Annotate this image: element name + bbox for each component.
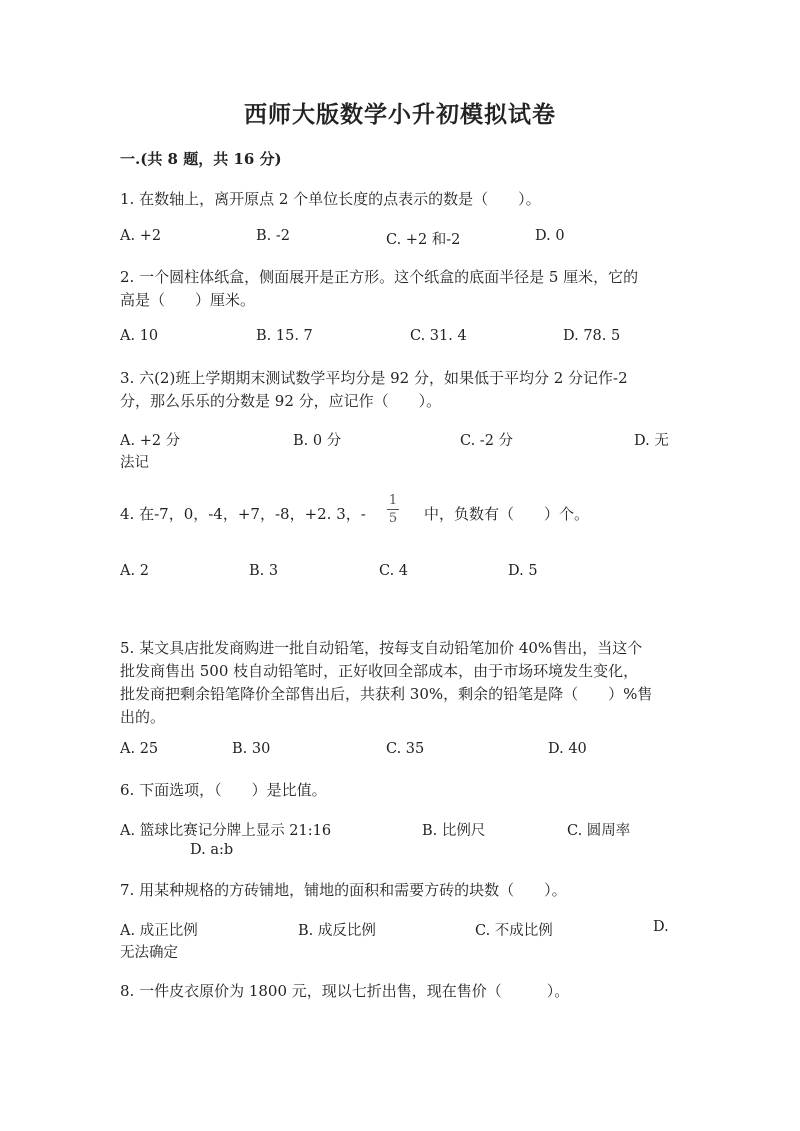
question-1-option-c: C. +2 和-2 bbox=[386, 232, 461, 248]
question-6-option-d: D. a:b bbox=[190, 842, 234, 858]
question-1-option-b: B. -2 bbox=[256, 228, 290, 244]
question-1-text: 1. 在数轴上，离开原点 2 个单位长度的点表示的数是（ ）。 bbox=[120, 190, 541, 208]
question-3-option-c: C. -2 分 bbox=[460, 433, 514, 449]
question-5-option-b: B. 30 bbox=[232, 741, 271, 757]
question-5-line-4: 出的。 bbox=[120, 708, 166, 726]
fraction-denominator: 5 bbox=[388, 511, 398, 526]
question-2-option-b: B. 15. 7 bbox=[256, 328, 313, 344]
question-3-option-d-wrap: 法记 bbox=[120, 455, 149, 471]
question-1-option-d: D. 0 bbox=[535, 228, 565, 244]
fraction-numerator: 1 bbox=[388, 493, 398, 508]
question-4-text-after: 中，负数有（ ）个。 bbox=[424, 505, 590, 523]
question-2-option-d: D. 78. 5 bbox=[563, 328, 621, 344]
question-7-option-c: C. 不成比例 bbox=[475, 923, 553, 939]
question-3-line-1: 3. 六(2)班上学期期末测试数学平均分是 92 分，如果低于平均分 2 分记作-2 bbox=[120, 369, 628, 387]
question-8-text: 8. 一件皮衣原价为 1800 元，现以七折出售，现在售价（ ）。 bbox=[120, 982, 570, 1000]
question-3-line-2: 分，那么乐乐的分数是 92 分，应记作（ ）。 bbox=[120, 392, 442, 410]
section-heading: 一.(共 8 题，共 16 分) bbox=[120, 150, 282, 168]
fraction-one-fifth bbox=[384, 493, 402, 526]
question-3-option-d: D. 无 bbox=[634, 433, 669, 449]
question-5-option-a: A. 25 bbox=[120, 741, 159, 757]
question-3-option-a: A. +2 分 bbox=[120, 433, 181, 449]
question-4-option-b: B. 3 bbox=[249, 563, 279, 579]
question-5-option-c: C. 35 bbox=[386, 741, 425, 757]
question-7-option-d: D. bbox=[653, 919, 669, 935]
question-2-option-a: A. 10 bbox=[120, 328, 159, 344]
fraction-bar bbox=[387, 509, 399, 510]
question-2-line-1: 2. 一个圆柱体纸盒，侧面展开是正方形。这个纸盒的底面半径是 5 厘米，它的 bbox=[120, 268, 639, 286]
question-1-option-a: A. +2 bbox=[120, 228, 162, 244]
question-4-option-c: C. 4 bbox=[379, 563, 409, 579]
question-4-option-d: D. 5 bbox=[508, 563, 538, 579]
question-7-option-b: B. 成反比例 bbox=[298, 923, 376, 939]
question-6-option-b: B. 比例尺 bbox=[422, 823, 486, 839]
question-4-option-a: A. 2 bbox=[120, 563, 149, 579]
question-5-line-2: 批发商售出 500 枝自动铅笔时，正好收回全部成本，由于市场环境发生变化， bbox=[120, 662, 639, 680]
question-6-text: 6. 下面选项，（ ）是比值。 bbox=[120, 781, 327, 799]
question-2-option-c: C. 31. 4 bbox=[410, 328, 467, 344]
question-3-option-b: B. 0 分 bbox=[293, 433, 342, 449]
question-7-option-a: A. 成正比例 bbox=[120, 923, 198, 939]
question-4-text-before: 4. 在-7，0，-4，+7，-8，+2. 3，- bbox=[120, 505, 366, 523]
page-title: 西师大版数学小升初模拟试卷 bbox=[244, 101, 556, 128]
question-5-line-1: 5. 某文具店批发商购进一批自动铅笔，按每支自动铅笔加价 40%售出，当这个 bbox=[120, 639, 643, 657]
question-7-text: 7. 用某种规格的方砖铺地，铺地的面积和需要方砖的块数（ ）。 bbox=[120, 881, 567, 899]
question-5-line-3: 批发商把剩余铅笔降价全部售出后，共获利 30%，剩余的铅笔是降（ ）%售 bbox=[120, 685, 653, 703]
question-7-option-d-wrap: 无法确定 bbox=[120, 945, 178, 961]
question-6-option-c: C. 圆周率 bbox=[567, 823, 631, 839]
question-5-option-d: D. 40 bbox=[548, 741, 587, 757]
question-2-line-2: 高是（ ）厘米。 bbox=[120, 291, 256, 309]
question-6-option-a: A. 篮球比赛记分牌上显示 21:16 bbox=[120, 823, 332, 839]
